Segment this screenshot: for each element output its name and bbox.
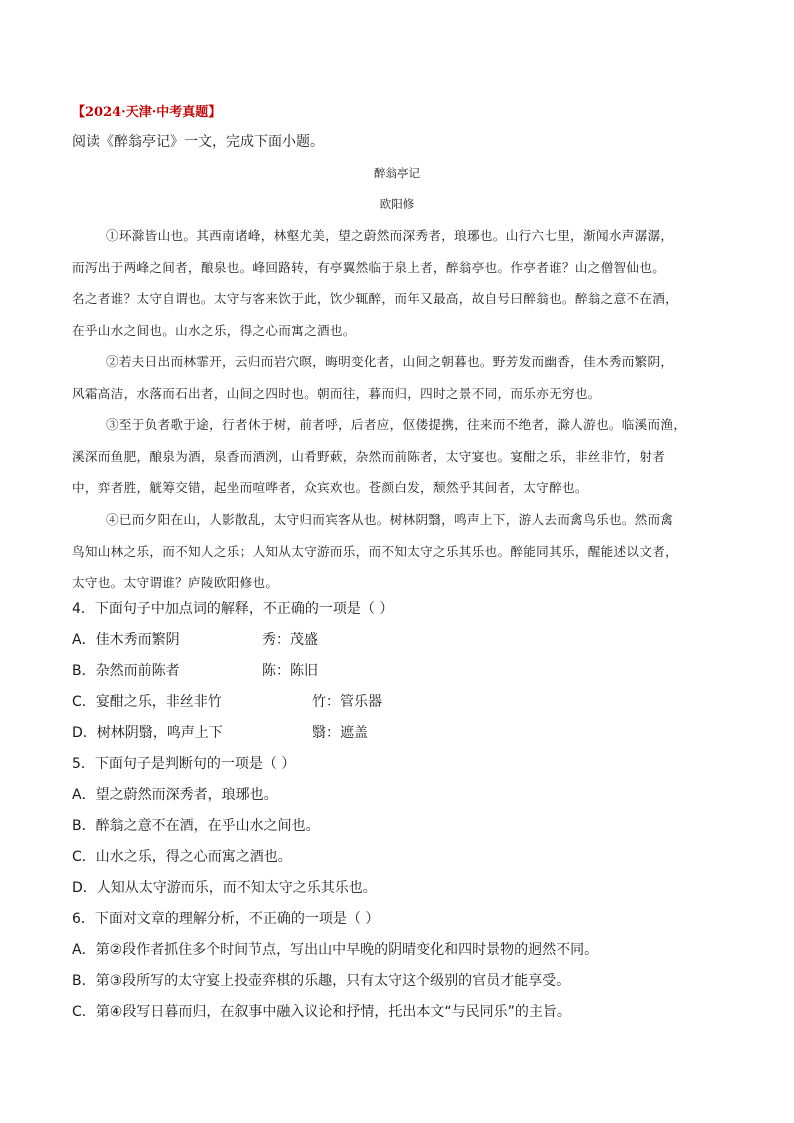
- passage-line: 中，弈者胜，觥筹交错，起坐而喧哗者，众宾欢也。苍颜白发，颓然乎其间者，太守醉也。: [72, 480, 588, 495]
- option-text: D．树林阴翳，鸣声上下: [72, 725, 223, 741]
- passage-paragraph-1: [72, 220, 722, 346]
- option-text: A．佳木秀而繁阴: [72, 632, 180, 648]
- option-a: A．第②段作者抓住多个时间节点，写出山中早晚的阴晴变化和四时景物的迥然不同。: [72, 942, 599, 958]
- author: 欧阳修: [379, 197, 415, 211]
- option-b: B．第③段所写的太守宴上投壶弈棋的乐趣，只有太守这个级别的官员才能享受。: [72, 973, 571, 989]
- option-gloss: 竹：管乐器: [312, 694, 382, 710]
- option-gloss: 翳：遮盖: [312, 725, 368, 741]
- passage-line: 在乎山水之间也。山水之乐，得之心而寓之酒也。: [72, 322, 356, 338]
- option-c: [72, 687, 752, 718]
- option-c: C．第④段写日暮而归，在叙事中融入议论和抒情，托出本文“与民同乐”的主旨。: [72, 1004, 571, 1020]
- option-c: C．山水之乐，得之心而寓之酒也。: [72, 849, 292, 865]
- passage-line: 鸟知山林之乐，而不知人之乐；人知从太守游而乐，而不知太守之乐其乐也。醉能同其乐，醒能述以文者，: [72, 543, 679, 559]
- passage-line: ③至于负者歌于途，行者休于树，前者呼，后者应，伛偻提携，往来而不绝者，滁人游也。临溪而渔，: [106, 417, 687, 432]
- option-text: C．宴酣之乐，非丝非竹: [72, 694, 222, 710]
- question-stem: 4．下面句子中加点词的解释，不正确的一项是（ ）: [72, 601, 394, 617]
- question-5: [72, 749, 752, 904]
- passage-line: ④已而夕阳在山，人影散乱，太守归而宾客从也。树林阴翳，鸣声上下，游人去而禽鸟乐也。然而禽: [106, 512, 674, 527]
- option-b: B．醉翁之意不在酒，在乎山水之间也。: [72, 818, 320, 834]
- passage-paragraph-4: [72, 504, 722, 599]
- passage-line: ②若夫日出而林霏开，云归而岩穴暝，晦明变化者，山间之朝暮也。野芳发而幽香，佳木秀而繁阴，: [106, 354, 674, 369]
- question-stem: 5．下面句子是判断句的一项是（ ）: [72, 756, 296, 772]
- source-tag: 【2024·天津·中考真题】: [72, 105, 222, 120]
- question-6: [72, 904, 752, 1028]
- passage-line: 溪深而鱼肥，酿泉为酒，泉香而酒洌，山肴野蔌，杂然而前陈者，太守宴也。宴酣之乐，非丝非竹，射者: [72, 448, 666, 464]
- passage-line: 而泻出于两峰之间者，酿泉也。峰回路转，有亭翼然临于泉上者，醉翁亭也。作亭者谁？山之僧智仙也。: [72, 259, 666, 275]
- passage-line: ①环滁皆山也。其西南诸峰，林壑尤美，望之蔚然而深秀者，琅琊也。山行六七里，渐闻水声潺潺，: [106, 228, 674, 243]
- option-text: B．杂然而前陈者: [72, 663, 180, 679]
- question-stem: 6．下面对文章的理解分析，不正确的一项是（ ）: [72, 911, 380, 927]
- option-d: D．人知从太守游而乐，而不知太守之乐其乐也。: [72, 880, 377, 896]
- passage-line: 风霜高洁，水落而石出者，山间之四时也。朝而往，暮而归，四时之景不同，而乐亦无穷也。: [72, 385, 601, 401]
- passage-line: 太守也。太守谓谁？庐陵欧阳修也。: [72, 575, 279, 590]
- passage-paragraph-2: [72, 346, 722, 409]
- text-title: 醉翁亭记: [374, 166, 420, 180]
- question-4: [72, 594, 752, 749]
- option-d: [72, 718, 752, 749]
- passage-line: 名之者谁？太守自谓也。太守与客来饮于此，饮少辄醉，而年又最高，故自号曰醉翁也。醉翁之意不在酒，: [72, 291, 679, 306]
- option-b: [72, 656, 752, 687]
- option-a: [72, 625, 752, 656]
- option-gloss: 陈：陈旧: [262, 663, 318, 679]
- option-a: A．望之蔚然而深秀者，琅琊也。: [72, 787, 278, 803]
- instruction: 阅读《醉翁亭记》一文，完成下面小题。: [72, 134, 324, 150]
- passage-paragraph-3: [72, 409, 722, 504]
- option-gloss: 秀：茂盛: [262, 632, 318, 648]
